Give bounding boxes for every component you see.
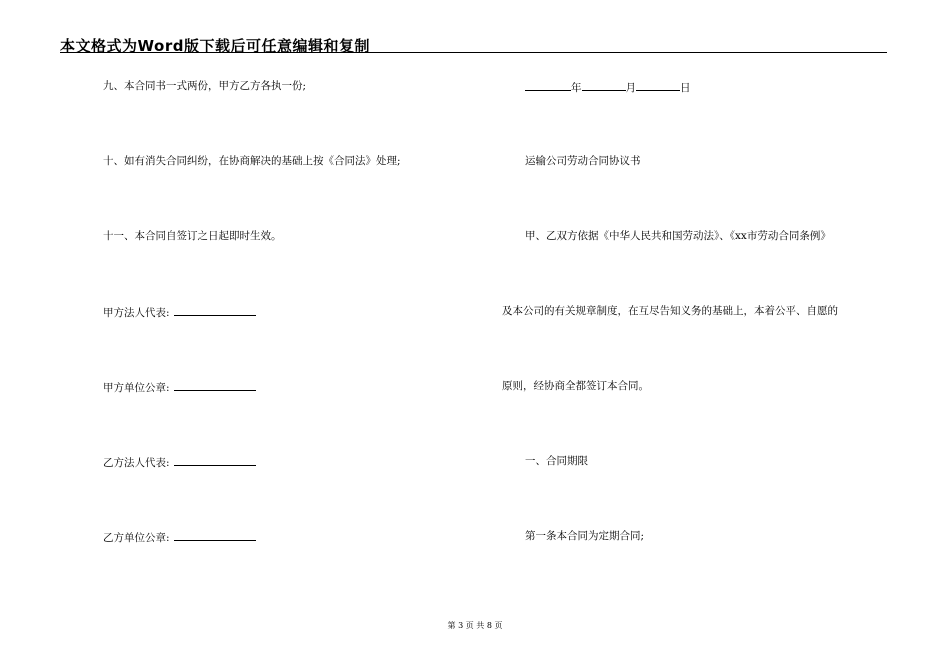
year-blank bbox=[525, 79, 571, 91]
month-label: 月 bbox=[625, 82, 636, 94]
party-a-representative-label: 甲方法人代表: bbox=[103, 307, 170, 319]
party-b-representative-line bbox=[103, 454, 256, 470]
document-header-title: 本文格式为Word版下载后可任意编辑和复制 bbox=[60, 37, 370, 55]
article-1: 第一条本合同为定期合同; bbox=[525, 530, 645, 542]
party-a-seal-blank bbox=[174, 379, 256, 391]
day-label: 日 bbox=[680, 82, 691, 94]
total-page-count: 8 bbox=[486, 621, 492, 630]
party-a-seal-label: 甲方单位公章: bbox=[103, 382, 170, 394]
party-a-representative-line bbox=[103, 304, 256, 320]
section-heading-contract-term: 一、合同期限 bbox=[525, 455, 588, 467]
party-b-seal-label: 乙方单位公章: bbox=[103, 532, 170, 544]
party-b-representative-blank bbox=[174, 454, 256, 466]
clause-11: 十一、本合同自签订之日起即时生效。 bbox=[103, 230, 282, 242]
current-page-number: 3 bbox=[458, 621, 464, 630]
clause-9: 九、本合同书一式两份，甲方乙方各执一份; bbox=[103, 80, 307, 92]
party-b-seal-line bbox=[103, 529, 256, 545]
page-suffix: 页 bbox=[494, 621, 503, 630]
intro-paragraph-line-1: 甲、乙双方依据《中华人民共和国劳动法》、《xx市劳动合同条例》 bbox=[525, 230, 831, 242]
year-label: 年 bbox=[571, 82, 582, 94]
party-a-representative-blank bbox=[174, 304, 256, 316]
month-blank bbox=[582, 79, 626, 91]
party-a-seal-line bbox=[103, 379, 256, 395]
header-divider bbox=[60, 52, 887, 53]
contract-title: 运输公司劳动合同协议书 bbox=[525, 155, 641, 167]
party-b-representative-label: 乙方法人代表: bbox=[103, 457, 170, 469]
page-number-footer bbox=[0, 621, 950, 631]
page-mid-text: 页 共 bbox=[465, 621, 485, 630]
intro-paragraph-line-2: 及本公司的有关规章制度，在互尽告知义务的基础上，本着公平、自愿的 bbox=[502, 305, 838, 317]
intro-paragraph-line-3: 原则，经协商全都签订本合同。 bbox=[502, 380, 649, 392]
party-b-seal-blank bbox=[174, 529, 256, 541]
day-blank bbox=[636, 79, 680, 91]
signing-date-line bbox=[525, 79, 691, 95]
clause-10: 十、如有消失合同纠纷，在协商解决的基础上按《合同法》处理; bbox=[103, 155, 401, 167]
page-prefix: 第 bbox=[447, 621, 456, 630]
